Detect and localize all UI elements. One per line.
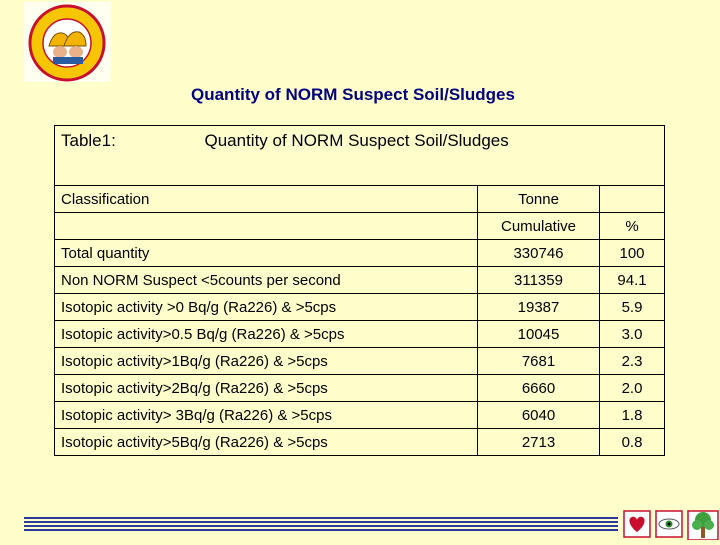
- footer-icons: [622, 505, 720, 540]
- table-row: [55, 348, 665, 375]
- table-header-row: [55, 186, 665, 213]
- tree-icon: [688, 511, 718, 540]
- row-cumulative: 19387: [478, 294, 600, 321]
- heart-icon: [624, 511, 650, 537]
- row-label: Isotopic activity >0 Bq/g (Ra226) & >5cps: [55, 294, 478, 321]
- table-caption-row: [55, 126, 665, 186]
- header-cumulative: Cumulative: [478, 213, 600, 240]
- row-label: Isotopic activity>1Bq/g (Ra226) & >5cps: [55, 348, 478, 375]
- table-subheader-row: [55, 213, 665, 240]
- row-percent: 94.1: [600, 267, 665, 294]
- table-row: [55, 321, 665, 348]
- subheader-empty: [55, 213, 478, 240]
- row-percent: 5.9: [600, 294, 665, 321]
- header-percent: %: [600, 213, 665, 240]
- row-label: Isotopic activity>2Bq/g (Ra226) & >5cps: [55, 375, 478, 402]
- row-percent: 3.0: [600, 321, 665, 348]
- row-cumulative: 330746: [478, 240, 600, 267]
- table-row: [55, 267, 665, 294]
- table-row: [55, 429, 665, 456]
- row-label: Non NORM Suspect <5counts per second: [55, 267, 478, 294]
- row-cumulative: 6660: [478, 375, 600, 402]
- row-cumulative: 7681: [478, 348, 600, 375]
- header-classification: Classification: [55, 186, 478, 213]
- row-label: Isotopic activity>5Bq/g (Ra226) & >5cps: [55, 429, 478, 456]
- safety-teamwork-logo-icon: [24, 2, 111, 82]
- table-row: [55, 294, 665, 321]
- table-row: [55, 402, 665, 429]
- table-number: Table1:: [55, 126, 205, 186]
- row-cumulative: 6040: [478, 402, 600, 429]
- row-percent: 2.0: [600, 375, 665, 402]
- row-label: Isotopic activity> 3Bq/g (Ra226) & >5cps: [55, 402, 478, 429]
- row-percent: 0.8: [600, 429, 665, 456]
- table-row: [55, 375, 665, 402]
- row-label: Isotopic activity>0.5 Bq/g (Ra226) & >5cps: [55, 321, 478, 348]
- table-caption-title: Quantity of NORM Suspect Soil/Sludges: [205, 126, 665, 186]
- row-label: Total quantity: [55, 240, 478, 267]
- row-percent: 1.8: [600, 402, 665, 429]
- table-row: [55, 240, 665, 267]
- slide-title: Quantity of NORM Suspect Soil/Sludges: [191, 85, 515, 104]
- row-cumulative: 2713: [478, 429, 600, 456]
- header-empty: [600, 186, 665, 213]
- header-tonne: Tonne: [478, 186, 600, 213]
- row-cumulative: 311359: [478, 267, 600, 294]
- safety-logo: [24, 2, 111, 82]
- table-filler-row: [55, 456, 665, 457]
- row-percent: 100: [600, 240, 665, 267]
- footer-rule: [24, 517, 618, 537]
- norm-quantity-table: [54, 125, 665, 456]
- row-percent: 2.3: [600, 348, 665, 375]
- eye-icon: [656, 511, 682, 537]
- row-cumulative: 10045: [478, 321, 600, 348]
